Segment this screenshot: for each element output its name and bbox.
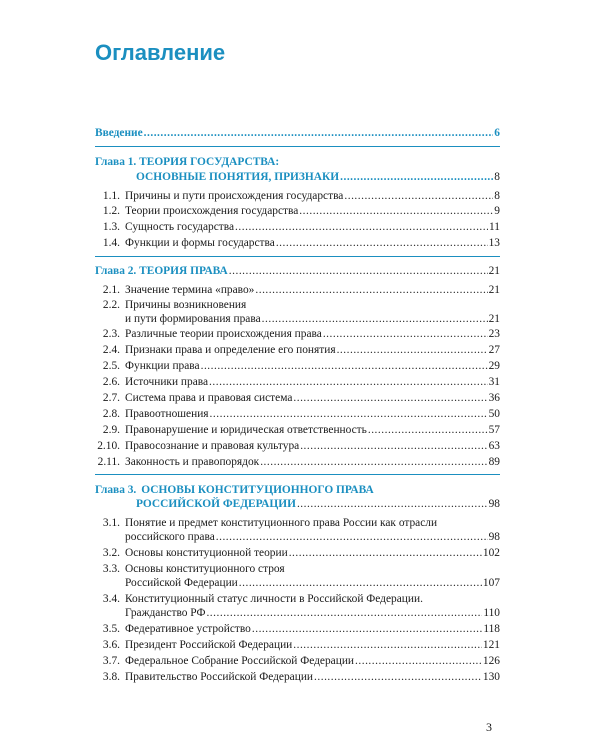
toc-entry-number: 3.4. [102, 593, 120, 605]
toc-entry-number: 3.7. [102, 655, 120, 667]
toc-page-number: 102 [482, 547, 500, 559]
toc-entry-text: Правосознание и правовая культура [125, 440, 300, 452]
toc-entry[interactable] [0, 654, 600, 668]
toc-entry[interactable] [0, 439, 600, 453]
toc-entry-number: 2.1. [102, 284, 120, 296]
toc-page-number: 21 [488, 265, 500, 277]
toc-page-number: 98 [488, 498, 500, 510]
toc-chapter-3[interactable] [0, 497, 600, 511]
toc-page-number: 130 [482, 671, 500, 683]
chapter-title: Глава 2. ТЕОРИЯ ПРАВА [95, 265, 228, 277]
toc-page-number: 31 [488, 376, 500, 388]
toc-entry[interactable] [0, 375, 600, 389]
toc-entry[interactable] [0, 359, 600, 373]
toc-entry-text: Система права и правовая система [125, 392, 293, 404]
toc-entry-text: и пути формирования права [125, 313, 261, 325]
toc-page-number: 8 [494, 190, 500, 202]
toc-entry[interactable] [0, 622, 600, 636]
toc-page-number: 6 [494, 127, 500, 139]
toc-entry-text: Источники права [125, 376, 209, 388]
toc-page-number: 118 [483, 623, 500, 635]
chapter-title: ОСНОВНЫЕ ПОНЯТИЯ, ПРИЗНАКИ [136, 171, 340, 183]
toc-entry-line1[interactable] [0, 516, 600, 530]
toc-chapter-1[interactable] [0, 170, 600, 184]
toc-page-number: 98 [488, 531, 500, 543]
toc-entry-number: 1.4. [102, 237, 120, 249]
toc-entry-number: 2.6. [102, 376, 120, 388]
toc-page-number: 21 [488, 313, 500, 325]
toc-entry-intro[interactable] [0, 126, 600, 140]
toc-entry-text: Федеративное устройство [125, 623, 251, 635]
chapter-label: Глава 3. [95, 484, 137, 496]
toc-entry-number: 2.8. [102, 408, 120, 420]
toc-page-number: 11 [489, 221, 500, 233]
toc-entry-text: Правонарушение и юридическая ответственность [125, 424, 367, 436]
toc-entry-number: 2.3. [102, 328, 120, 340]
page-number: 3 [486, 720, 492, 734]
toc-entry[interactable] [0, 343, 600, 357]
toc-entry-number: 3.1. [102, 517, 120, 529]
toc-entry-text: российского права [125, 531, 215, 543]
toc-entry[interactable] [0, 283, 600, 297]
toc-entry-number: 3.3. [102, 563, 120, 575]
toc-entry-text: Различные теории происхождения права [125, 328, 322, 340]
toc-page-number: 27 [488, 344, 500, 356]
section-divider [95, 146, 500, 147]
toc-entry[interactable] [0, 576, 600, 590]
toc-entry[interactable] [0, 407, 600, 421]
page-title: Оглавление [95, 40, 226, 65]
toc-entry[interactable] [0, 423, 600, 437]
section-divider [95, 474, 500, 475]
toc-entry-text: Правоотношения [125, 408, 209, 420]
chapter-title: ОСНОВЫ КОНСТИТУЦИОННОГО ПРАВА [141, 484, 374, 496]
toc-entry-number: 3.5. [102, 623, 120, 635]
toc-entry-text: Законность и правопорядок [125, 456, 260, 468]
toc-entry-text: Функции права [125, 360, 200, 372]
toc-entry[interactable] [0, 670, 600, 684]
toc-entry-number: 2.7. [102, 392, 120, 404]
toc-page-number: 21 [488, 284, 500, 296]
toc-entry[interactable] [0, 189, 600, 203]
toc-chapter-3-line1[interactable] [0, 483, 600, 497]
chapter-title: РОССИЙСКОЙ ФЕДЕРАЦИИ [136, 498, 296, 510]
toc-page-number: 13 [488, 237, 500, 249]
section-divider [95, 256, 500, 257]
toc-entry-text: Основы конституционной теории [125, 547, 288, 559]
toc-entry[interactable] [0, 204, 600, 218]
toc-page-number: 89 [488, 456, 500, 468]
toc-entry-text: Значение термина «право» [125, 284, 255, 296]
toc-entry-number: 2.11. [97, 456, 120, 468]
toc-entry[interactable] [0, 327, 600, 341]
toc-entry[interactable] [0, 638, 600, 652]
toc-entry-number: 1.2. [102, 205, 120, 217]
toc-entry[interactable] [0, 455, 600, 469]
toc-entry-text: Конституционный статус личности в Российской Федерации. [125, 593, 423, 605]
toc-chapter-1-line1[interactable] [0, 155, 600, 169]
toc-entry-number: 3.2. [102, 547, 120, 559]
toc-entry[interactable] [0, 220, 600, 234]
toc-entry-number: 1.1. [102, 190, 120, 202]
toc-entry-number: 2.5. [102, 360, 120, 372]
toc-entry-line1[interactable] [0, 562, 600, 576]
toc-entry-number: 2.10. [97, 440, 120, 452]
toc-entry-text: Федеральное Собрание Российской Федерации [125, 655, 355, 667]
toc-page-number: 50 [488, 408, 500, 420]
toc-entry-text: Сущность государства [125, 221, 235, 233]
toc-entry-text: Правительство Российской Федерации [125, 671, 314, 683]
toc-entry-text: Гражданство РФ [125, 607, 206, 619]
toc-entry-number: 1.3. [102, 221, 120, 233]
toc-page-number: 107 [482, 577, 500, 589]
toc-page-number: 121 [482, 639, 500, 651]
toc-entry-label: Введение [95, 127, 143, 139]
toc-entry-text: Причины возникновения [125, 299, 247, 311]
toc-page-number: 63 [488, 440, 500, 452]
toc-entry-number: 2.4. [102, 344, 120, 356]
toc-entry-text: Теории происхождения государства [125, 205, 299, 217]
toc-entry-text: Российской Федерации [125, 577, 238, 589]
toc-entry[interactable] [0, 236, 600, 250]
toc-entry-number: 3.8. [102, 671, 120, 683]
toc-entry-text: Признаки права и определение его понятия [125, 344, 336, 356]
toc-entry-number: 3.6. [102, 639, 120, 651]
toc-page-number: 126 [482, 655, 500, 667]
toc-entry-line1[interactable] [0, 592, 600, 606]
toc-page-number: 36 [488, 392, 500, 404]
toc-page-number: 9 [494, 205, 500, 217]
toc-entry-text: Основы конституционного строя [125, 563, 285, 575]
toc-page-number: 110 [483, 607, 500, 619]
toc-page-number: 57 [488, 424, 500, 436]
toc-entry[interactable] [0, 530, 600, 544]
toc-entry[interactable] [0, 606, 600, 620]
toc-page-number: 29 [488, 360, 500, 372]
toc-entry-line1[interactable] [0, 298, 600, 312]
toc-entry[interactable] [0, 312, 600, 326]
chapter-title: Глава 1. ТЕОРИЯ ГОСУДАРСТВА: [95, 156, 280, 168]
toc-entry-text: Президент Российской Федерации [125, 639, 293, 651]
toc-entry-number: 2.9. [102, 424, 120, 436]
toc-entry-text: Причины и пути происхождения государства [125, 190, 344, 202]
toc-page-number: 23 [488, 328, 500, 340]
toc-entry-text: Функции и формы государства [125, 237, 275, 249]
toc-entry[interactable] [0, 546, 600, 560]
toc-chapter-2[interactable] [0, 264, 600, 278]
toc-entry[interactable] [0, 391, 600, 405]
toc-entry-number: 2.2. [102, 299, 120, 311]
toc-entry-text: Понятие и предмет конституционного права России как отрасли [125, 517, 438, 529]
toc-page-number: 8 [494, 171, 500, 183]
